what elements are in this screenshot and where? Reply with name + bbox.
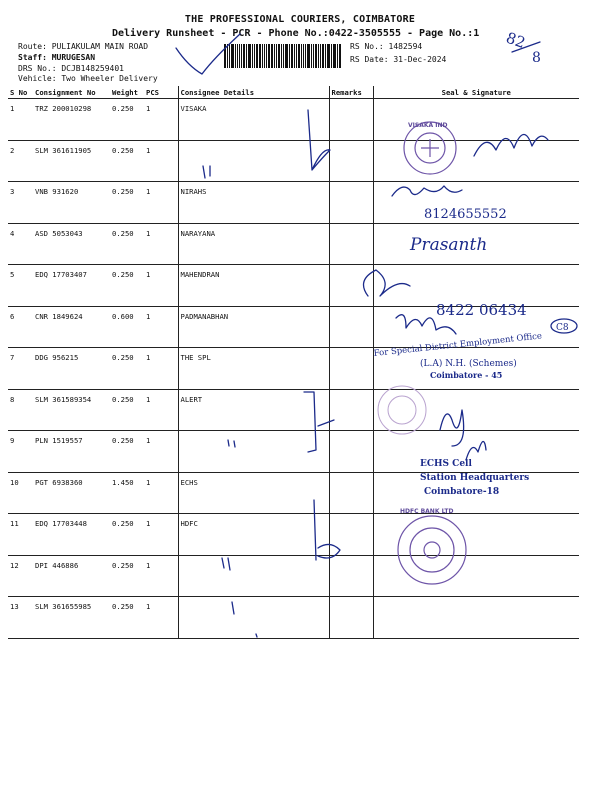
cell-sno: 2 xyxy=(8,140,33,182)
col-sno: S No xyxy=(8,86,33,99)
cell-pcs: 1 xyxy=(144,265,178,307)
cell-weight: 0.250 xyxy=(110,182,144,224)
col-weight: Weight xyxy=(110,86,144,99)
page-mark-slash xyxy=(512,42,540,52)
cell-seal xyxy=(373,514,579,556)
table-row xyxy=(8,182,579,224)
table-row xyxy=(8,306,579,348)
cell-pcs: 1 xyxy=(144,306,178,348)
cell-seal xyxy=(373,223,579,265)
stamp-row10-line2: Station Headquarters xyxy=(420,473,530,483)
cell-sno: 4 xyxy=(8,223,33,265)
cell-consignee: PADMANABHAN xyxy=(178,306,329,348)
cell-weight: 0.250 xyxy=(110,389,144,431)
cell-weight: 0.250 xyxy=(110,99,144,141)
cell-consignee xyxy=(178,597,329,639)
stamp-row7-line2: (L.A) N.H. (Schemes) xyxy=(420,359,517,369)
table-row xyxy=(8,514,579,556)
stamp-row11-text: HDFC BANK LTD xyxy=(400,508,454,515)
cell-seal xyxy=(373,431,579,473)
page-mark-top: 82 xyxy=(503,28,528,52)
table-row xyxy=(8,99,579,141)
cell-consignment: PLN 1519557 xyxy=(33,431,110,473)
cell-seal xyxy=(373,140,579,182)
cell-pcs: 1 xyxy=(144,223,178,265)
cell-consignment: ASD 5053043 xyxy=(33,223,110,265)
cell-seal xyxy=(373,265,579,307)
cell-remarks xyxy=(329,431,373,473)
table-row xyxy=(8,348,579,390)
cell-seal xyxy=(373,348,579,390)
cell-pcs: 1 xyxy=(144,431,178,473)
vehicle-label: Vehicle: Two Wheeler Delivery xyxy=(18,74,158,83)
cell-remarks xyxy=(329,389,373,431)
table-header-row xyxy=(8,86,579,99)
cell-sno: 13 xyxy=(8,597,33,639)
cell-weight: 0.250 xyxy=(110,514,144,556)
cell-consignment: DPI 446886 xyxy=(33,555,110,597)
cell-remarks xyxy=(329,597,373,639)
barcode xyxy=(224,44,342,68)
cell-consignee: NARAYANA xyxy=(178,223,329,265)
cell-remarks xyxy=(329,555,373,597)
table-row xyxy=(8,223,579,265)
cell-seal xyxy=(373,306,579,348)
cell-weight: 0.250 xyxy=(110,431,144,473)
stamp-row10-line1: ECHS Cell xyxy=(420,459,472,469)
cell-seal xyxy=(373,555,579,597)
cell-consignee: VISAKA xyxy=(178,99,329,141)
rs-date: RS Date: 31-Dec-2024 xyxy=(350,55,447,64)
phone-row6: 8422 06434 xyxy=(436,301,527,319)
cell-sno: 7 xyxy=(8,348,33,390)
cell-consignee xyxy=(178,140,329,182)
stamp-row10-line3: Coimbatore-18 xyxy=(424,487,500,497)
cell-pcs: 1 xyxy=(144,348,178,390)
cell-pcs: 1 xyxy=(144,389,178,431)
cell-consignment: VNB 931620 xyxy=(33,182,110,224)
cell-consignment: PGT 6938360 xyxy=(33,472,110,514)
cell-sno: 6 xyxy=(8,306,33,348)
cell-remarks xyxy=(329,140,373,182)
phone-row3: 8124655552 xyxy=(424,207,507,222)
cell-remarks xyxy=(329,223,373,265)
cell-remarks xyxy=(329,265,373,307)
cell-consignee: MAHENDRAN xyxy=(178,265,329,307)
cell-weight: 0.250 xyxy=(110,265,144,307)
cell-consignment: CNR 1849624 xyxy=(33,306,110,348)
cell-pcs: 1 xyxy=(144,99,178,141)
stamp-row1-text: VISAKA IND xyxy=(408,122,448,129)
cell-sno: 11 xyxy=(8,514,33,556)
cell-consignment: SLM 361589354 xyxy=(33,389,110,431)
col-consignment: Consignment No xyxy=(33,86,110,99)
col-pcs: PCS xyxy=(144,86,178,99)
table-row xyxy=(8,140,579,182)
cell-consignee: HDFC xyxy=(178,514,329,556)
table-row xyxy=(8,472,579,514)
staff-label: Staff: MURUGESAN xyxy=(18,53,96,62)
cell-pcs: 1 xyxy=(144,472,178,514)
cell-consignee: NIRAHS xyxy=(178,182,329,224)
cell-sno: 12 xyxy=(8,555,33,597)
cell-weight: 0.250 xyxy=(110,223,144,265)
cell-weight: 0.600 xyxy=(110,306,144,348)
cell-seal xyxy=(373,99,579,141)
cell-pcs: 1 xyxy=(144,514,178,556)
cell-consignee: THE SPL xyxy=(178,348,329,390)
runsheet-title: THE PROFESSIONAL COURIERS, COIMBATORE xyxy=(184,14,416,25)
circled-code-row7: C8 xyxy=(556,323,569,333)
cell-pcs: 1 xyxy=(144,555,178,597)
cell-sno: 9 xyxy=(8,431,33,473)
cell-consignee: ECHS xyxy=(178,472,329,514)
cell-consignment: SLM 361611905 xyxy=(33,140,110,182)
table-row xyxy=(8,389,579,431)
cell-weight: 0.250 xyxy=(110,348,144,390)
table-row xyxy=(8,555,579,597)
cell-remarks xyxy=(329,182,373,224)
cell-remarks xyxy=(329,306,373,348)
cell-sno: 3 xyxy=(8,182,33,224)
cell-weight: 0.250 xyxy=(110,597,144,639)
cell-consignment: SLM 361655985 xyxy=(33,597,110,639)
delivery-table xyxy=(8,86,579,639)
cell-weight: 0.250 xyxy=(110,555,144,597)
cell-consignee xyxy=(178,555,329,597)
cell-consignment: DDG 956215 xyxy=(33,348,110,390)
name-row4: Prasanth xyxy=(410,235,488,255)
cell-consignment: EDQ 17703407 xyxy=(33,265,110,307)
cell-pcs: 1 xyxy=(144,140,178,182)
cell-consignee: ALERT xyxy=(178,389,329,431)
cell-consignee xyxy=(178,431,329,473)
cell-remarks xyxy=(329,99,373,141)
cell-weight: 0.250 xyxy=(110,140,144,182)
cell-consignment: TRZ 200010298 xyxy=(33,99,110,141)
table-row xyxy=(8,431,579,473)
cell-pcs: 1 xyxy=(144,182,178,224)
col-remarks: Remarks xyxy=(329,86,373,99)
cell-sno: 10 xyxy=(8,472,33,514)
cell-sno: 8 xyxy=(8,389,33,431)
col-consignee: Consignee Details xyxy=(178,86,329,99)
table-row xyxy=(8,597,579,639)
cell-weight: 1.450 xyxy=(110,472,144,514)
cell-sno: 1 xyxy=(8,99,33,141)
runsheet-subtitle: Delivery Runsheet - PCR - Phone No.:0422-3505555 - Page No.:1 xyxy=(112,28,480,39)
cell-sno: 5 xyxy=(8,265,33,307)
rs-number: RS No.: 1482594 xyxy=(350,42,423,51)
cell-remarks xyxy=(329,472,373,514)
cell-pcs: 1 xyxy=(144,597,178,639)
route-label: Route: PULIAKULAM MAIN ROAD xyxy=(18,42,149,51)
page-mark-bottom: 8 xyxy=(532,50,541,66)
cell-seal xyxy=(373,597,579,639)
cell-seal xyxy=(373,472,579,514)
drs-number: DRS No.: DCJB148259401 xyxy=(18,64,124,73)
cell-seal xyxy=(373,182,579,224)
cell-remarks xyxy=(329,514,373,556)
stamp-row7-line3: Coimbatore - 45 xyxy=(430,370,503,380)
table-row xyxy=(8,265,579,307)
table-body xyxy=(8,99,579,639)
col-seal-signature: Seal & Signature xyxy=(373,86,579,99)
cell-seal xyxy=(373,389,579,431)
cell-remarks xyxy=(329,348,373,390)
stamp-row7-line1: For Special District Employment Office xyxy=(373,331,543,359)
cell-consignment: EDQ 17703448 xyxy=(33,514,110,556)
